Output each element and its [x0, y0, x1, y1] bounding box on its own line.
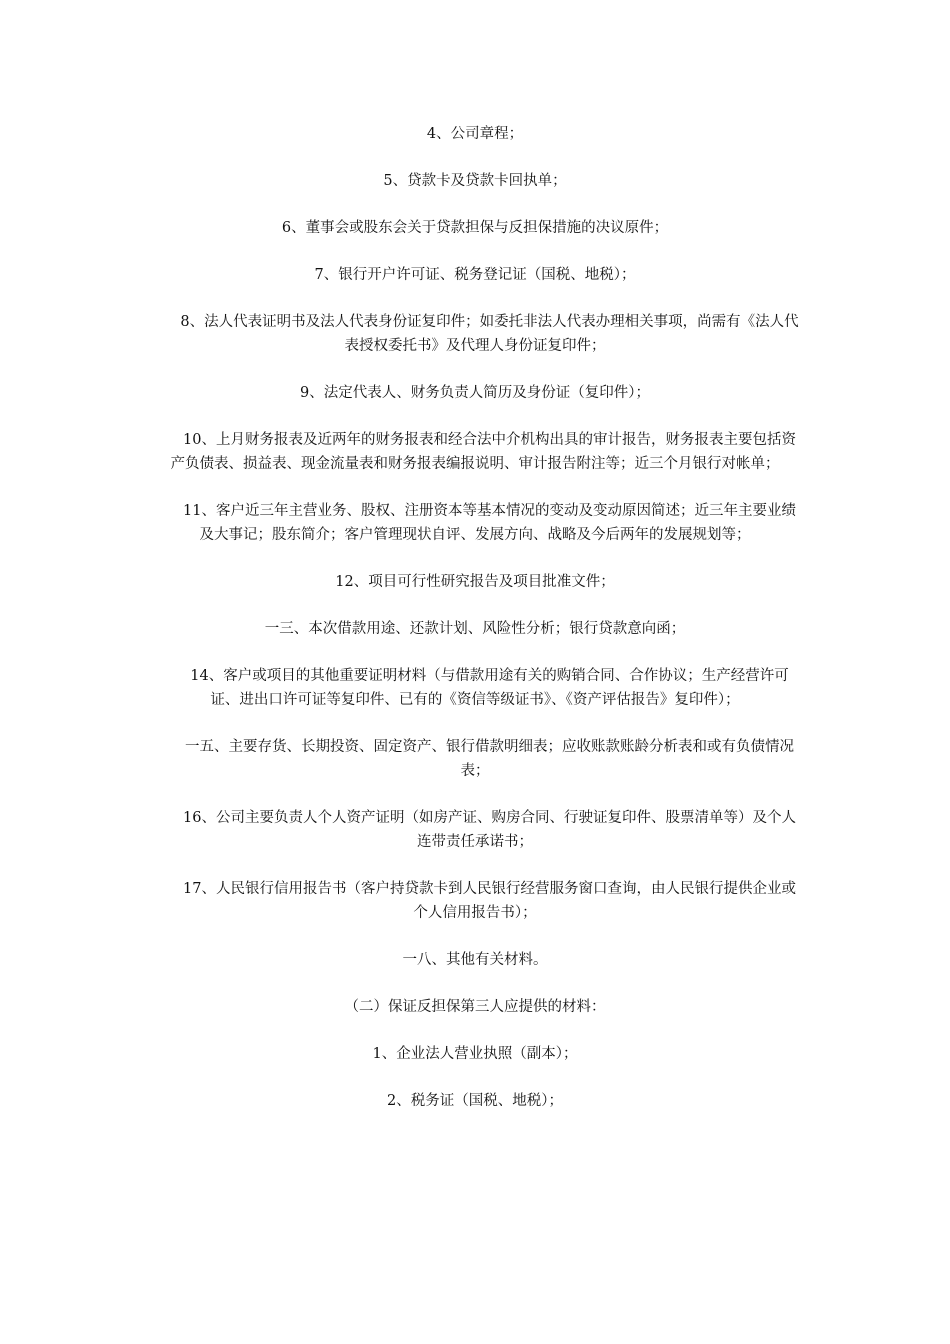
- paragraph-item-14: 14、客户或项目的其他重要证明材料（与借款用途有关的购销合同、合作协议；生产经营许可证、进出口许可证等复印件、已有的《资信等级证书》、《资产评估报告》复印件）；: [190, 668, 789, 708]
- paragraph-item-5: 5、贷款卡及贷款卡回执单；: [383, 173, 567, 189]
- paragraph-item-4: 4、公司章程；: [426, 126, 524, 142]
- paragraph-item-12: 12、项目可行性研究报告及项目批准文件；: [335, 574, 615, 590]
- paragraph-item-10: 10、上月财务报表及近两年的财务报表和经合法中介机构出具的审计报告，财务报表主要包括资产负债表、损益表、现金流量表和财务报表编报说明、审计报告附注等；近三个月银行对帐单；: [170, 432, 796, 472]
- paragraph-item-13: 一三、本次借款用途、还款计划、风险性分析；银行贷款意向函；: [264, 621, 686, 637]
- paragraph-item-15: 一五、主要存货、长期投资、固定资产、银行借款明细表；应收账款账龄分析表和或有负债情况表；: [185, 739, 794, 779]
- paragraph-item-6: 6、董事会或股东会关于贷款担保与反担保措施的决议原件；: [281, 220, 669, 236]
- paragraph-item-11: 11、客户近三年主营业务、股权、注册资本等基本情况的变动及变动原因简述；近三年主要业绩及大事记；股东简介；客户管理现状自评、发展方向、战略及今后两年的发展规划等；: [183, 503, 796, 543]
- section-heading-guarantor: （二）保证反担保第三人应提供的材料：: [344, 999, 606, 1015]
- paragraph-item-8: 8、法人代表证明书及法人代表身份证复印件；如委托非法人代表办理相关事项，尚需有《法人代表授权委托书》及代理人身份证复印件；: [180, 314, 799, 354]
- paragraph-guarantor-item-1: 1、企业法人营业执照（副本）；: [372, 1046, 578, 1062]
- paragraph-item-9: 9、法定代表人、财务负责人简历及身份证（复印件）；: [300, 385, 650, 401]
- paragraph-item-17: 17、人民银行信用报告书（客户持贷款卡到人民银行经营服务窗口查询，由人民银行提供企业或个人信用报告书）；: [183, 881, 796, 921]
- document-body: [148, 122, 802, 1136]
- paragraph-item-16: 16、公司主要负责人个人资产证明（如房产证、购房合同、行驶证复印件、股票清单等）及个人连带责任承诺书；: [183, 810, 796, 850]
- paragraph-guarantor-item-2: 2、税务证（国税、地税）；: [387, 1093, 563, 1109]
- paragraph-item-18: 一八、其他有关材料。: [402, 952, 548, 968]
- paragraph-item-7: 7、银行开户许可证、税务登记证（国税、地税）；: [314, 267, 636, 283]
